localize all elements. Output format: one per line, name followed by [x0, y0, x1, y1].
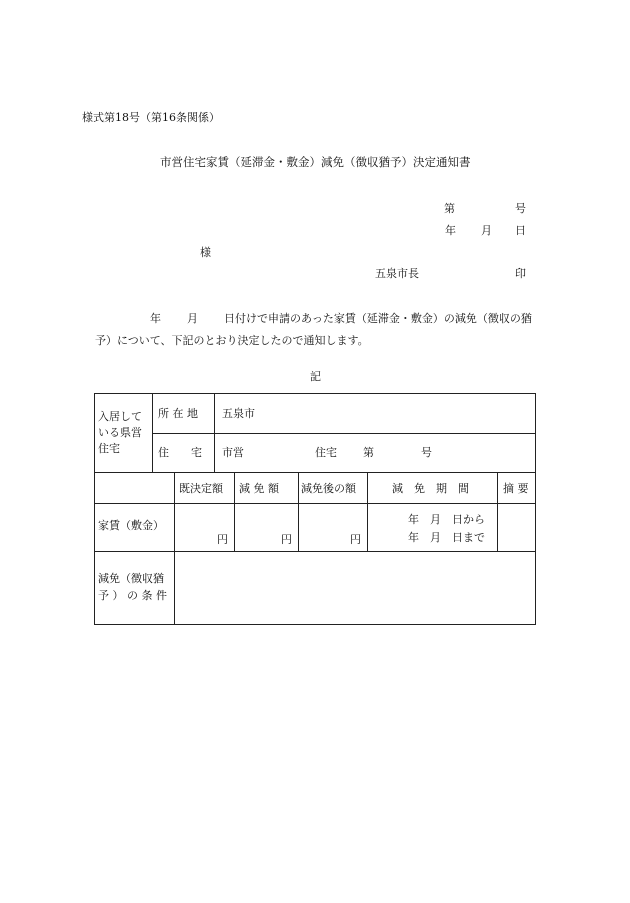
addressee-sama: 様: [200, 246, 211, 259]
housing-dai: 第: [363, 446, 374, 459]
condition-label-1: 減免（徴収猶: [98, 572, 164, 585]
col-reduction-amount: 減 免 額: [239, 482, 279, 495]
location-value: 五泉市: [222, 407, 255, 420]
resident-label-2: いる県営: [98, 426, 142, 439]
yen-reduction: 円: [281, 533, 292, 546]
table-line-h1: [152, 433, 536, 434]
table-line-v2: [214, 393, 215, 472]
yen-existing: 円: [217, 533, 228, 546]
rent-label: 家賃（敷金）: [98, 519, 164, 532]
col-existing-amount: 既決定額: [179, 482, 223, 495]
ki-heading: 記: [310, 370, 321, 383]
table-line-v4: [234, 472, 235, 551]
table-line-v6: [367, 472, 368, 551]
date-day: 日: [515, 224, 526, 237]
table-line-h3: [94, 503, 536, 504]
location-label: 所 在 地: [158, 407, 198, 420]
resident-label-1: 入居して: [98, 410, 142, 423]
housing-go: 号: [421, 446, 432, 459]
body-line2: 予）について、下記のとおり決定したので通知します。: [95, 334, 369, 347]
housing-label: 住 宅: [158, 446, 202, 459]
table-line-v5: [298, 472, 299, 551]
period-from: 年 月 日から: [408, 513, 485, 526]
date-month: 月: [481, 224, 492, 237]
number-dai: 第: [444, 202, 455, 215]
table-line-h2: [94, 472, 536, 473]
period-to: 年 月 日まで: [408, 531, 485, 544]
condition-label-2: 予 ） の 条 件: [98, 589, 167, 602]
document-title: 市営住宅家賃（延滞金・敷金）減免（徴収猶予）決定通知書: [160, 155, 471, 169]
body-year: 年: [150, 312, 161, 325]
number-go: 号: [515, 202, 526, 215]
resident-label-3: 住宅: [98, 442, 120, 455]
date-year: 年: [445, 224, 456, 237]
col-reduction-period: 減 免 期 間: [392, 482, 469, 495]
housing-type: 住宅: [315, 446, 337, 459]
table-line-v3: [174, 472, 175, 625]
col-after-amount: 減免後の額: [301, 482, 356, 495]
table-line-v1: [152, 393, 153, 472]
table-line-v7: [497, 472, 498, 551]
form-number: 様式第18号（第16条関係）: [82, 111, 220, 124]
body-line1: 日付けで申請のあった家賃（延滞金・敷金）の減免（徴収の猶: [224, 312, 532, 325]
housing-city: 市営: [222, 446, 244, 459]
mayor-name: 五泉市長: [375, 267, 419, 280]
body-month: 月: [187, 312, 198, 325]
yen-after: 円: [350, 533, 361, 546]
table-line-h4: [94, 551, 536, 552]
col-remarks: 摘 要: [503, 482, 529, 495]
seal-mark: 印: [515, 267, 526, 280]
